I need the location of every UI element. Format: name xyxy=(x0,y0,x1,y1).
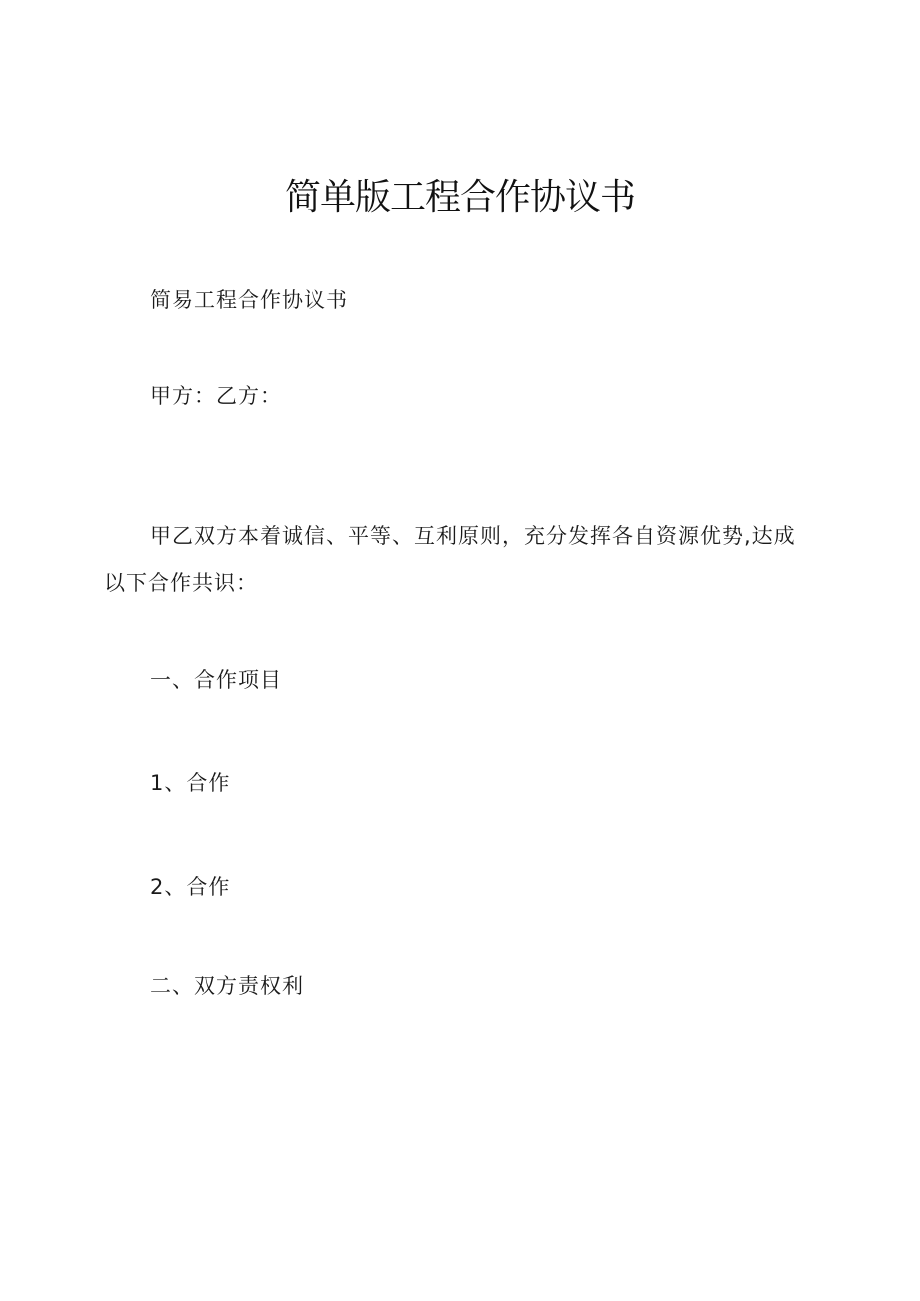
document-subtitle: 简易工程合作协议书 xyxy=(150,288,348,312)
parties-line: 甲方：乙方： xyxy=(150,384,282,408)
list-item: 2、合作 xyxy=(150,875,231,899)
section-heading-cooperation-project: 一、合作项目 xyxy=(150,668,282,692)
document-title: 简单版工程合作协议书 xyxy=(284,177,635,218)
intro-paragraph: 甲乙双方本着诚信、平等、互利原则，充分发挥各自资源优势,达成以下合作共识： xyxy=(104,524,796,595)
list-item: 1、合作 xyxy=(150,771,231,795)
section-heading-rights-responsibilities: 二、双方责权利 xyxy=(150,974,304,998)
